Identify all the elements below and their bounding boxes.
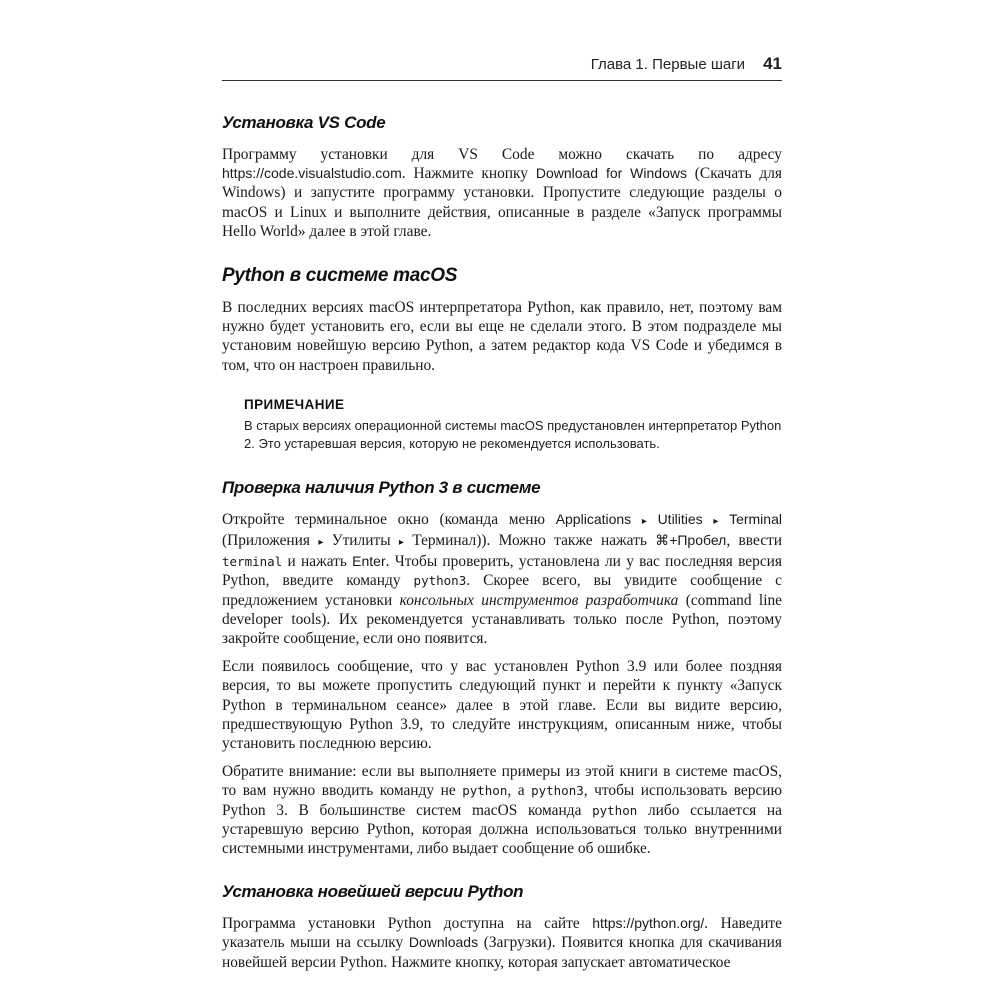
note-text: В старых версиях операционной системы macOS предустановлен интерпретатор Python 2. Это устаревшая версия, которую не рекомендуется использовать. — [244, 417, 782, 452]
vscode-url: https://code.visualstudio.com — [222, 165, 402, 182]
code-python3: python3 — [413, 573, 467, 589]
running-header — [222, 54, 782, 78]
code-python3: python3 — [531, 783, 584, 799]
paragraph-version-check: Если появилось сообщение, что у вас установлен Python 3.9 или более поздняя версия, то вы можете пропустить следующий пункт и перейти к пункту «Запуск Python в терминальном сеансе» далее в этой главе. Если вы видите версию, предшествующую Python 3.9, то следуйте инструкциям, описанным ниже, чтобы установить последнюю версию. — [222, 658, 782, 753]
downloads-link-label: Downloads — [408, 934, 479, 951]
code-python: python — [592, 802, 638, 818]
note-box — [244, 397, 782, 454]
paragraph-open-terminal: Откройте терминальное окно (команда меню Applications ▸ Utilities ▸ Terminal (Приложения ▸ Утилиты ▸ Терминал)). Можно также нажать ⌘+Пробел, ввести terminal и нажать Enter. Чтобы проверить, установлена ли у вас последняя версия Python, введите команду python3. Скорее всего, вы увидите сообщение с предложением установки консольных инструментов разработчика (command line developer tools). Их рекомендуется устанавливать только после Python, поэтому закройте сообщение, если оно появится. — [222, 510, 783, 648]
menu-arrow-icon: ▸ — [713, 515, 719, 527]
code-python: python — [462, 783, 508, 799]
menu-arrow-icon: ▸ — [398, 537, 404, 549]
italic-term: консольных инструментов разработчика — [399, 591, 679, 609]
menu-utilities: Utilities — [657, 510, 703, 527]
heading-check-python3: Проверка наличия Python 3 в системе — [222, 477, 541, 497]
menu-arrow-icon: ▸ — [641, 515, 647, 527]
download-button-label: Download for Windows — [535, 165, 687, 182]
heading-python-macos: Python в системе macOS — [222, 265, 458, 287]
key-enter: Enter — [352, 553, 386, 570]
chapter-title: Глава 1. Первые шаги — [590, 56, 746, 73]
note-title: ПРИМЕЧАНИЕ — [244, 396, 345, 412]
page-number: 41 — [763, 54, 782, 73]
paragraph-install-vscode: Программу установки для VS Code можно скачать по адресу https://code.visualstudio.com. Нажмите кнопку Download for Windows (Скачать для Windows) и запустите программу установки. Пропустите следующие разделы о macOS и Linux и выполните действия, описанные в разделе «Запуск программы Hello World» далее в этой главе. — [222, 146, 782, 240]
menu-applications: Applications — [555, 510, 632, 527]
paragraph-install-latest-python: Программа установки Python доступна на сайте https://python.org/. Наведите указатель мыши на ссылку Downloads (Загрузки). Появится кнопка для скачивания новейшей версии Python. Нажмите кнопку, которая запускает автоматическое — [222, 915, 782, 971]
paragraph-python3-command: Обратите внимание: если вы выполняете примеры из этой книги в системе macOS, то вам нужно вводить команду не python, а python3, чтобы использовать версию Python 3. В большинстве систем macOS команда python либо ссылается на устаревшую версию Python, которая должна использоваться только внутренними системными инструментами, либо выдает сообщение об ошибке. — [222, 763, 783, 858]
menu-terminal: Terminal — [729, 510, 782, 527]
menu-arrow-icon: ▸ — [318, 537, 324, 549]
header-rule — [222, 80, 782, 81]
code-terminal: terminal — [222, 554, 283, 570]
book-page — [222, 54, 782, 972]
paragraph-python-macos: В последних версиях macOS интерпретатора Python, как правило, нет, поэтому вам нужно будет установить его, если вы еще не сделали этого. В этом подразделе мы установим новейшую версию Python, а затем редактор кода VS Code и убедимся в том, что он настроен правильно. — [222, 299, 782, 374]
python-url: https://python.org/ — [592, 915, 705, 932]
keyboard-shortcut: ⌘+Пробел — [655, 532, 727, 549]
heading-install-vscode: Установка VS Code — [222, 113, 386, 132]
heading-install-latest-python: Установка новейшей версии Python — [222, 882, 524, 902]
